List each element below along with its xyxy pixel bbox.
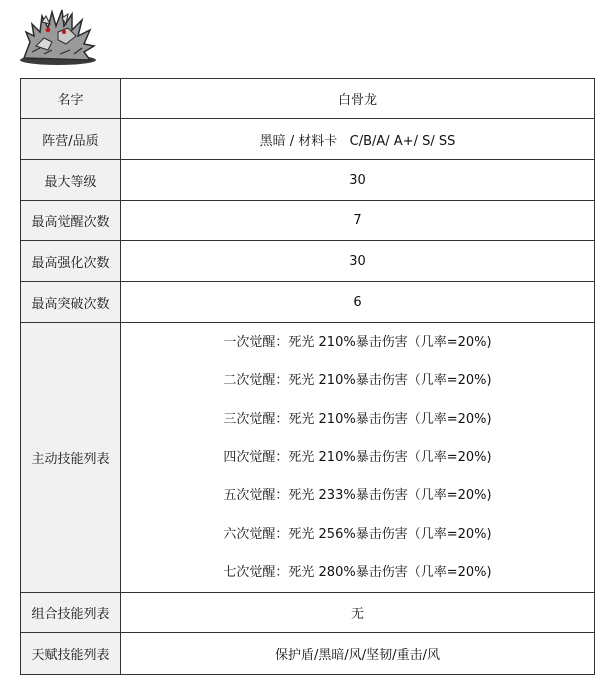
skill-awaken-3: 三次觉醒：死光 210%暴击伤害（几率=20%) bbox=[223, 411, 492, 427]
name-value: 白骨龙 bbox=[121, 79, 595, 119]
table-row bbox=[21, 633, 595, 675]
table-row bbox=[21, 160, 595, 201]
combo-skills-label: 组合技能列表 bbox=[21, 593, 121, 633]
skill-awaken-2: 二次觉醒：死光 210%暴击伤害（几率=20%) bbox=[223, 373, 492, 389]
table-row bbox=[21, 79, 595, 119]
talent-skills-value: 保护盾/黑暗/风/坚韧/重击/风 bbox=[121, 633, 595, 675]
faction-quality-label: 阵营/品质 bbox=[21, 119, 121, 160]
talent-skills-label: 天赋技能列表 bbox=[21, 633, 121, 675]
max-level-value: 30 bbox=[121, 160, 595, 201]
max-breakthrough-value: 6 bbox=[121, 282, 595, 323]
table-row bbox=[21, 593, 595, 633]
skill-awaken-6: 六次觉醒：死光 256%暴击伤害（几率=20%) bbox=[223, 526, 492, 542]
bone-dragon-portrait bbox=[18, 2, 98, 66]
max-awaken-label: 最高觉醒次数 bbox=[21, 201, 121, 241]
table-row bbox=[21, 201, 595, 241]
name-label: 名字 bbox=[21, 79, 121, 119]
character-info-table bbox=[20, 78, 595, 675]
table-row bbox=[21, 241, 595, 282]
active-skills-cell bbox=[121, 323, 595, 593]
max-awaken-value: 7 bbox=[121, 201, 595, 241]
skill-awaken-5: 五次觉醒：死光 233%暴击伤害（几率=20%) bbox=[223, 488, 492, 504]
max-breakthrough-label: 最高突破次数 bbox=[21, 282, 121, 323]
skill-awaken-1: 一次觉醒：死光 210%暴击伤害（几率=20%) bbox=[223, 335, 492, 350]
max-level-label: 最大等级 bbox=[21, 160, 121, 201]
table-row bbox=[21, 119, 595, 160]
faction-quality-value: 黑暗 / 材料卡 C/B/A/ A+/ S/ SS bbox=[121, 119, 595, 160]
skill-awaken-4: 四次觉醒：死光 210%暴击伤害（几率=20%) bbox=[223, 449, 492, 465]
combo-skills-value: 无 bbox=[121, 593, 595, 633]
max-enhance-value: 30 bbox=[121, 241, 595, 282]
table-row bbox=[21, 323, 595, 593]
active-skills-label: 主动技能列表 bbox=[21, 323, 121, 593]
skill-awaken-7: 七次觉醒：死光 280%暴击伤害（几率=20%) bbox=[223, 564, 492, 580]
max-enhance-label: 最高强化次数 bbox=[21, 241, 121, 282]
table-row bbox=[21, 282, 595, 323]
active-skills-list bbox=[121, 334, 594, 581]
